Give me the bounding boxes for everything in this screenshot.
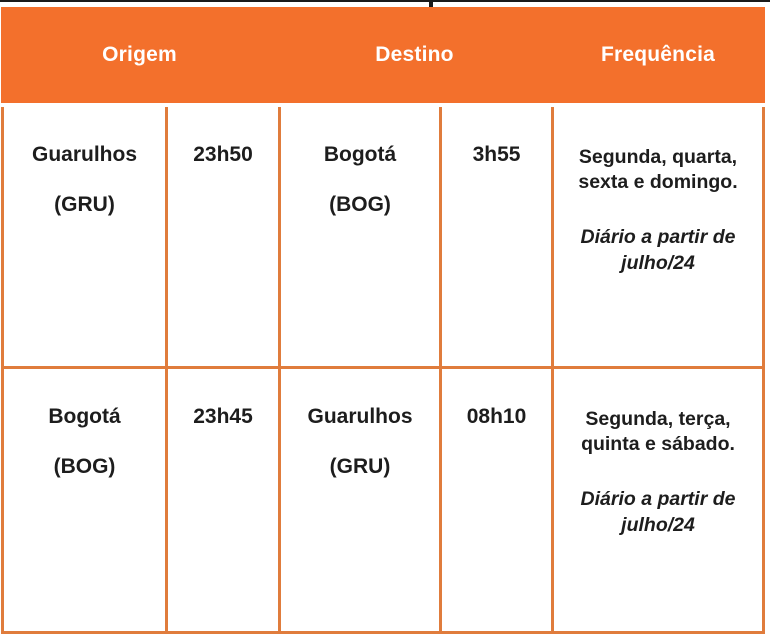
origin-city-cell (4, 369, 168, 631)
departure-time-cell (168, 107, 281, 369)
header-destination-label: Destino (375, 43, 454, 66)
departure-time: 23h50 (193, 143, 253, 166)
destination-city-name: Bogotá (323, 143, 397, 166)
frequency-cell (554, 107, 762, 369)
frequency-days: Segunda, quarta, sexta e domingo. (578, 146, 738, 193)
origin-city-name: Guarulhos (31, 143, 137, 166)
departure-time-cell (168, 369, 281, 631)
departure-time: 23h45 (193, 405, 253, 428)
destination-city-cell (281, 107, 442, 369)
top-crop-line (0, 0, 770, 2)
header-frequency-label: Frequência (600, 43, 716, 66)
origin-airport-code: (BOG) (53, 455, 116, 478)
origin-city-name: Bogotá (48, 405, 121, 428)
destination-city-cell (281, 369, 442, 631)
arrival-time-cell (442, 369, 554, 631)
destination-city-name: Guarulhos (307, 405, 413, 428)
arrival-time: 08h10 (466, 405, 527, 428)
header-origin-label: Origem (102, 43, 177, 66)
frequency-cell (554, 369, 762, 631)
flight-table (1, 107, 765, 634)
table-header (1, 7, 765, 103)
frequency-days: Segunda, terça, quinta e sábado. (581, 408, 735, 455)
arrival-time-cell (442, 107, 554, 369)
destination-airport-code: (GRU) (329, 455, 391, 478)
origin-city-cell (4, 107, 168, 369)
destination-airport-code: (BOG) (329, 193, 391, 216)
frequency-note: Diário a partir de julho/24 (580, 226, 736, 274)
origin-airport-code: (GRU) (54, 193, 115, 216)
arrival-time: 3h55 (472, 143, 521, 166)
frequency-note: Diário a partir de julho/24 (580, 488, 736, 536)
